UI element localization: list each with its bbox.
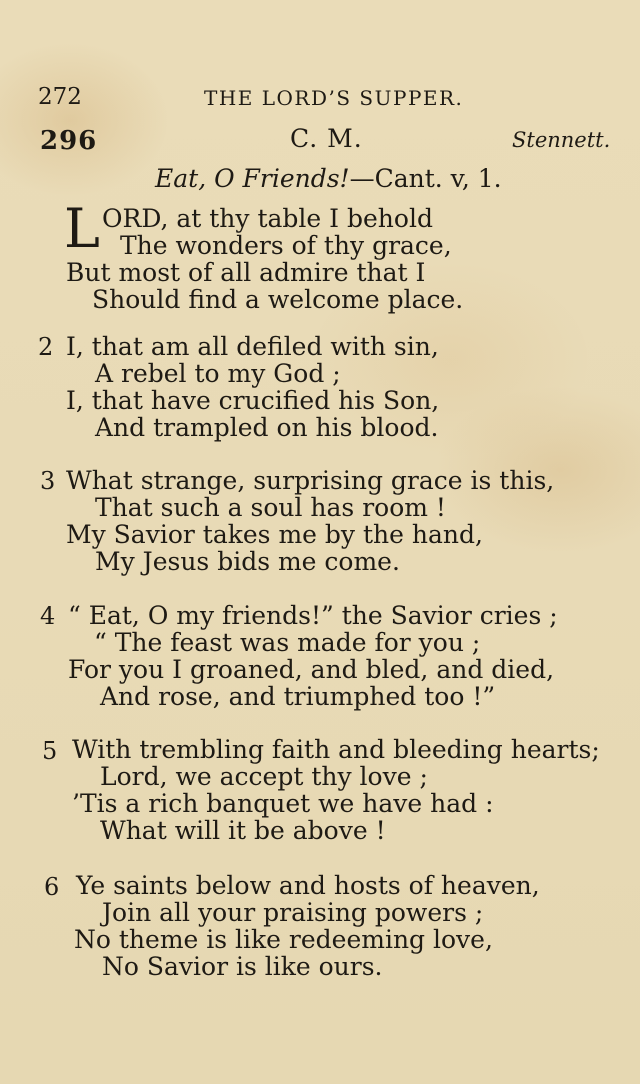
- verse1-line4: Should find a welcome place.: [92, 285, 464, 314]
- verse6-line1: Ye saints below and hosts of heaven,: [76, 871, 540, 900]
- verse1-line3: But most of all admire that I: [66, 258, 426, 287]
- verse6-line4: No Savior is like ours.: [102, 952, 383, 981]
- verse4-number: 4: [40, 602, 56, 630]
- verse5-line3: ’Tis a rich banquet we have had :: [72, 789, 494, 818]
- verse3-line1: What strange, surprising grace is this,: [66, 466, 555, 495]
- verse6-line2: Join all your praising powers ;: [102, 898, 484, 927]
- epigraph-citation: —Cant. v, 1.: [349, 164, 502, 193]
- verse5-line1: With trembling faith and bleeding hearts;: [72, 735, 600, 764]
- verse3-line3: My Savior takes me by the hand,: [66, 520, 483, 549]
- verse4-line4: And rose, and triumphed too !”: [100, 682, 496, 711]
- verse2-line4: And trampled on his blood.: [95, 413, 439, 442]
- verse3-line2: That such a soul has room !: [95, 493, 446, 522]
- verse3-number: 3: [40, 467, 56, 495]
- verse4-line3: For you I groaned, and bled, and died,: [68, 655, 555, 684]
- hymn-author: Stennett.: [512, 128, 611, 152]
- verse6-line3: No theme is like redeeming love,: [74, 925, 493, 954]
- running-head: THE LORD’S SUPPER.: [204, 86, 464, 110]
- verse5-line4: What will it be above !: [100, 816, 386, 845]
- verse2-number: 2: [38, 333, 54, 361]
- verse2-line3: I, that have crucified his Son,: [66, 386, 440, 415]
- verse1-line2: The wonders of thy grace,: [120, 231, 452, 260]
- hymn-meter: C. M.: [290, 124, 363, 153]
- page-number: 272: [38, 84, 82, 110]
- epigraph-italic: Eat, O Friends!: [155, 164, 350, 193]
- verse5-number: 5: [42, 737, 58, 765]
- verse4-line1: “ Eat, O my friends!” the Savior cries ;: [68, 601, 558, 630]
- verse5-line2: Lord, we accept thy love ;: [100, 762, 428, 791]
- verse3-line4: My Jesus bids me come.: [95, 547, 400, 576]
- verse1-line1: ORD, at thy table I behold: [102, 204, 433, 233]
- verse2-line1: I, that am all defiled with sin,: [66, 332, 439, 361]
- verse4-line2: “ The feast was made for you ;: [94, 628, 481, 657]
- verse2-line2: A rebel to my God ;: [95, 359, 341, 388]
- hymn-number: 296: [40, 126, 98, 156]
- epigraph: [155, 164, 502, 193]
- verse6-number: 6: [44, 873, 60, 901]
- drop-cap: L: [64, 197, 100, 260]
